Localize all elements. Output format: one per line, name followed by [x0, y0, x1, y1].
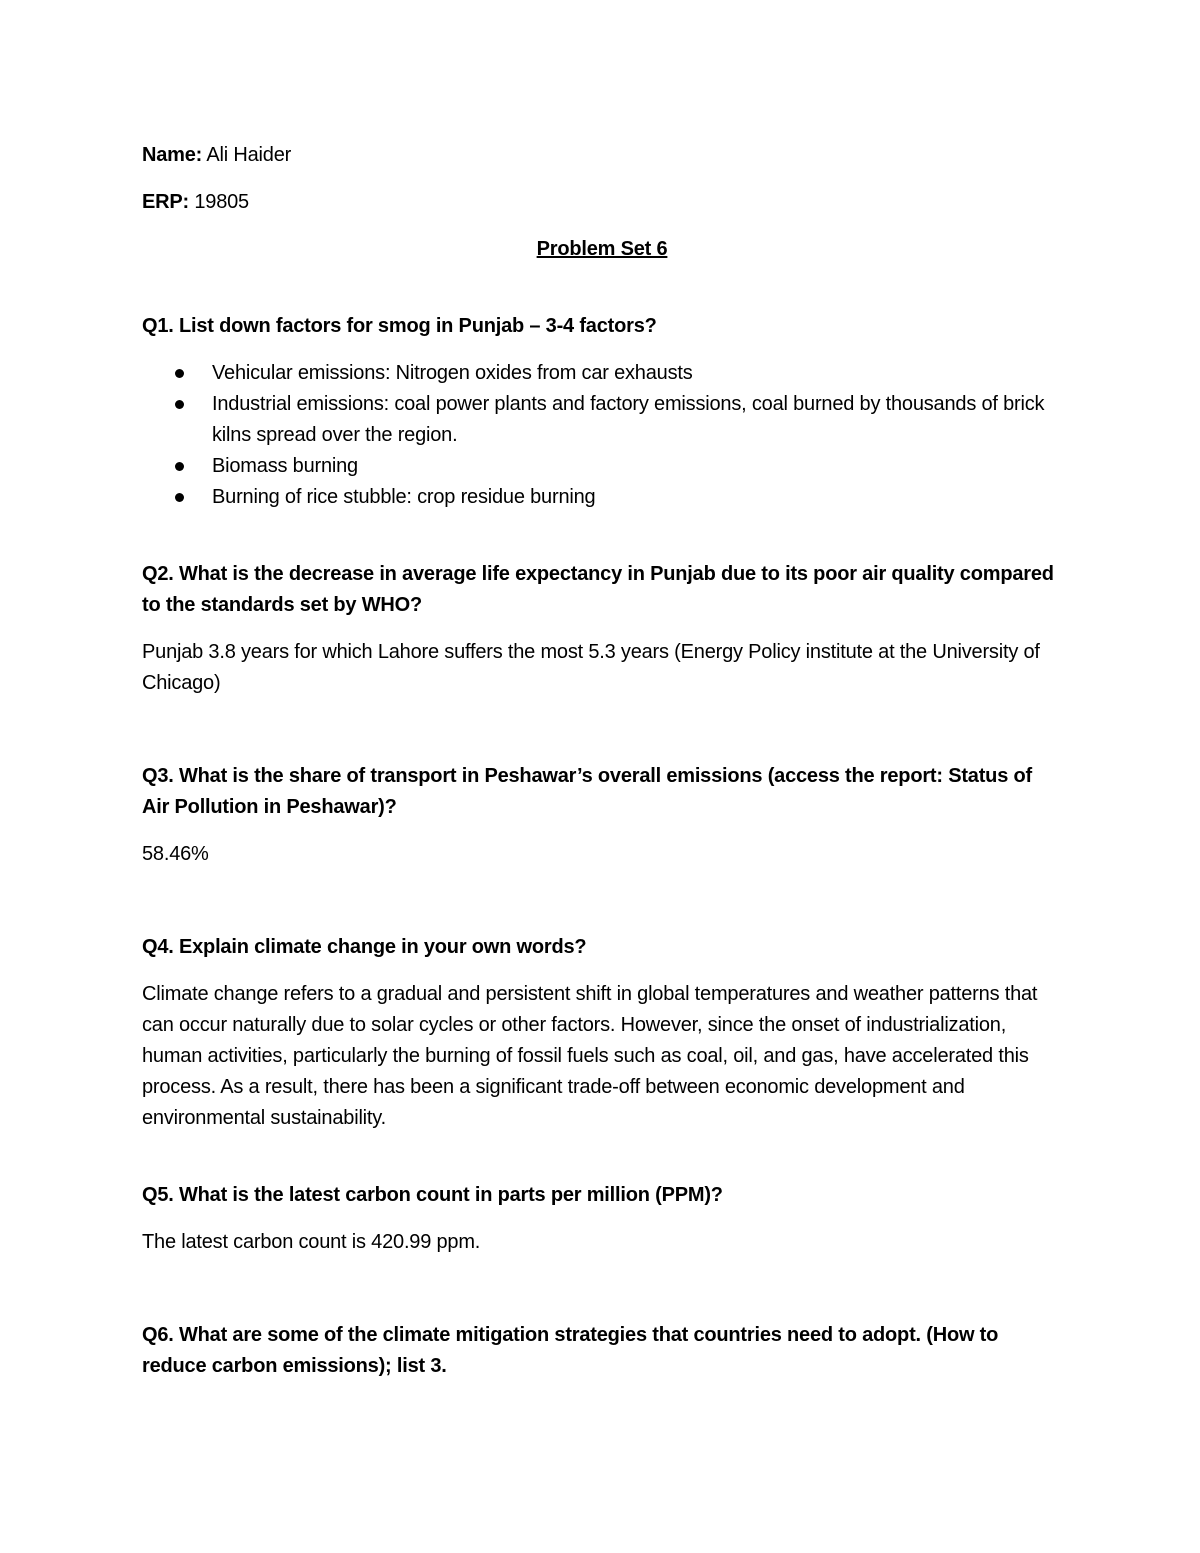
bullet-item: [142, 358, 1062, 389]
question-5: Q5. What is the latest carbon count in parts per million (PPM)?: [142, 1184, 723, 1206]
bullet-item: [142, 389, 1062, 451]
spacer: [142, 870, 1062, 932]
bullet-item: [142, 451, 1062, 482]
bullet-text: Burning of rice stubble: crop residue burning: [212, 486, 596, 508]
bullet-dot-icon: [175, 493, 184, 502]
question-1: Q1. List down factors for smog in Punjab – 3-4 factors?: [142, 315, 657, 337]
bullet-dot-icon: [175, 369, 184, 378]
question-4: Q4. Explain climate change in your own words?: [142, 936, 587, 958]
answer-3: 58.46%: [142, 843, 209, 865]
bullet-text: Industrial emissions: coal power plants and factory emissions, coal burned by thousands of brick kilns spread over the region.: [212, 393, 1045, 446]
spacer: [142, 1258, 1062, 1320]
erp-value: 19805: [194, 191, 249, 213]
answer-2: Punjab 3.8 years for which Lahore suffers the most 5.3 years (Energy Policy institute at the University of Chicago): [142, 641, 1040, 694]
erp-label: ERP:: [142, 191, 189, 213]
name-line: [142, 140, 1062, 171]
document-body: [142, 140, 1062, 1398]
question-6: Q6. What are some of the climate mitigation strategies that countries need to adopt. (How to reduce carbon emissions); list 3.: [142, 1324, 999, 1377]
bullet-text: Biomass burning: [212, 455, 358, 477]
answer-5: The latest carbon count is 420.99 ppm.: [142, 1231, 481, 1253]
bullet-item: [142, 482, 1062, 513]
spacer: [142, 1134, 1062, 1180]
answer-4: Climate change refers to a gradual and persistent shift in global temperatures and weather patterns that can occur naturally due to solar cycles or other factors. However, since the onset of industrialization, human activities, particularly the burning of fossil fuels such as coal, oil, and gas, have accelerated this process. As a result, there has been a significant trade-off between economic development and environmental sustainability.: [142, 983, 1038, 1129]
name-label: Name:: [142, 144, 203, 166]
bullet-dot-icon: [175, 462, 184, 471]
spacer: [142, 513, 1062, 559]
spacer: [142, 699, 1062, 761]
question-1-bullet-list: [142, 358, 1062, 513]
question-3: Q3. What is the share of transport in Peshawar’s overall emissions (access the report: Status of Air Pollution in Peshawar)?: [142, 765, 1032, 818]
document-title: Problem Set 6: [536, 238, 668, 260]
name-value: Ali Haider: [206, 144, 292, 166]
question-2: Q2. What is the decrease in average life expectancy in Punjab due to its poor air quality compared to the standards set by WHO?: [142, 563, 1054, 616]
bullet-dot-icon: [175, 400, 184, 409]
bullet-text: Vehicular emissions: Nitrogen oxides from car exhausts: [212, 362, 693, 384]
erp-line: [142, 187, 1062, 218]
